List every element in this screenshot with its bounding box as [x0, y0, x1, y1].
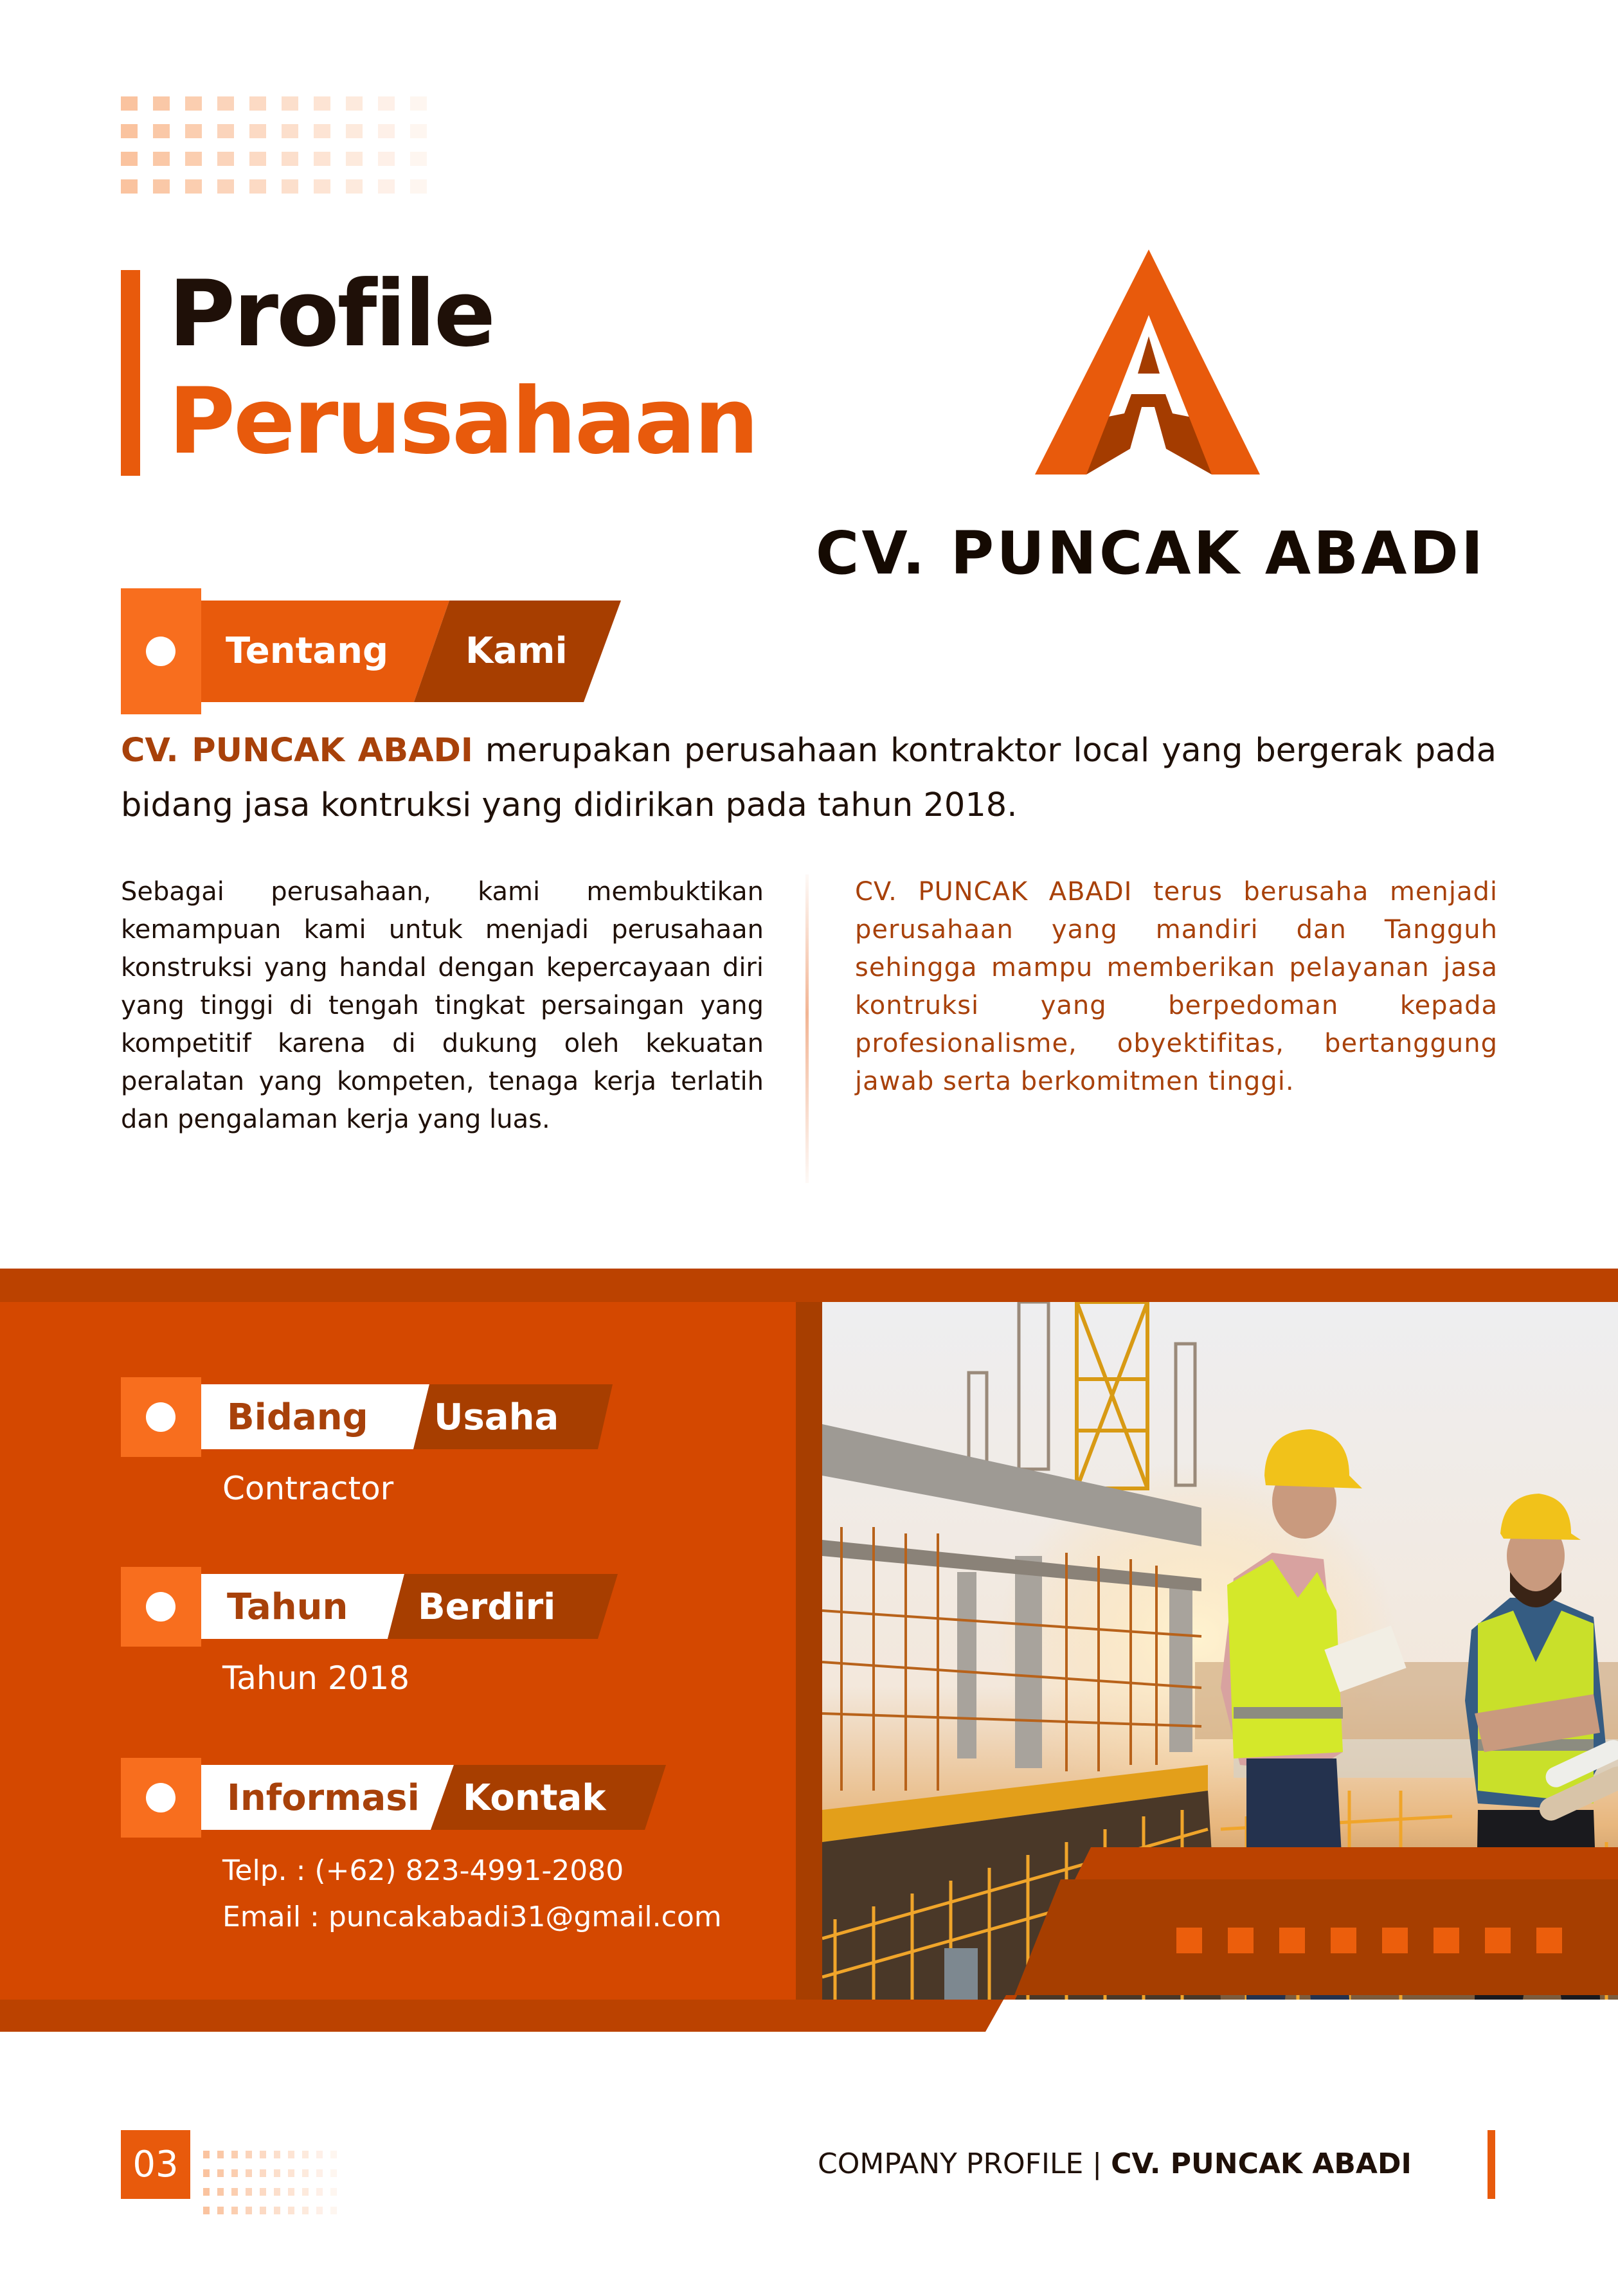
decorative-square: [1536, 1928, 1562, 1953]
decorative-square: [121, 96, 138, 111]
footer-label: [818, 2147, 1412, 2180]
decorative-square: [217, 2169, 224, 2177]
decorative-square: [121, 152, 138, 166]
badge-word1: Informasi: [227, 1777, 420, 1819]
page-title-line2: Perusahaan: [168, 368, 757, 475]
decorative-square: [410, 152, 427, 166]
badge-square: [121, 588, 201, 714]
decorative-square: [274, 2151, 280, 2158]
decorative-square: [203, 2188, 210, 2196]
column-divider: [805, 874, 809, 1183]
decorative-square: [203, 2207, 210, 2214]
decorative-square: [282, 124, 298, 138]
decorative-square: [217, 96, 234, 111]
decorative-square: [231, 2207, 238, 2214]
decorative-square: [203, 2169, 210, 2177]
decorative-square: [121, 179, 138, 194]
decorative-square: [378, 152, 395, 166]
decorative-square: [274, 2207, 280, 2214]
badge-word2: Kontak: [463, 1777, 606, 1819]
intro-text: merupakan perusahaan kontraktor local yang bergerak pada bidang jasa kontruksi yang didirikan pada tahun 2018.: [121, 732, 1497, 824]
decorative-square: [217, 152, 234, 166]
decorative-square: [231, 2151, 238, 2158]
decorative-square: [288, 2169, 294, 2177]
circle-bullet-icon: [146, 1783, 175, 1812]
decorative-square: [288, 2188, 294, 2196]
decorative-square: [316, 2188, 323, 2196]
decorative-square: [1176, 1928, 1202, 1953]
decorative-square: [185, 152, 202, 166]
decorative-square: [288, 2207, 294, 2214]
decorative-square: [185, 124, 202, 138]
decorative-square: [153, 179, 170, 194]
footer-dot-grid: [203, 2151, 337, 2214]
decorative-square: [1485, 1928, 1511, 1953]
decorative-square: [217, 2207, 224, 2214]
page-number: 03: [121, 2130, 190, 2199]
badge-word1: Bidang: [227, 1397, 368, 1438]
footer-company-name: CV. PUNCAK ABADI: [1111, 2147, 1412, 2180]
decorative-square: [1279, 1928, 1305, 1953]
decorative-square: [1228, 1928, 1254, 1953]
decorative-square: [217, 124, 234, 138]
decorative-square: [153, 124, 170, 138]
badge-square: [121, 1567, 201, 1647]
title-accent-bar: [121, 270, 140, 476]
contact-email: Email : puncakabadi31@gmail.com: [222, 1901, 722, 1933]
about-left-paragraph: Sebagai perusahaan, kami membuktikan kemampuan kami untuk menjadi perusahaan konstruksi yang handal dengan kepercayaan diri yang tinggi di tengah tingkat persaingan yang kompetitif karena di dukung oleh kekuatan peralatan yang kompeten, tenaga kerja terlatih dan pengalaman kerja yang luas.: [121, 877, 764, 1134]
decorative-square: [316, 2151, 323, 2158]
circle-bullet-icon: [146, 1592, 175, 1622]
decorative-square: [346, 124, 363, 138]
decorative-square: [346, 96, 363, 111]
decorative-square: [410, 124, 427, 138]
founded-value: Tahun 2018: [222, 1659, 410, 1697]
decorative-square: [288, 2151, 294, 2158]
decorative-square: [274, 2188, 280, 2196]
decorative-square: [302, 2151, 309, 2158]
decorative-square: [1382, 1928, 1408, 1953]
intro-company-name: CV. PUNCAK ABADI: [121, 732, 473, 770]
badge-word2: Usaha: [434, 1397, 559, 1438]
decorative-square: [330, 2188, 337, 2196]
decorative-square: [378, 96, 395, 111]
decorative-square: [282, 152, 298, 166]
decorative-square: [410, 96, 427, 111]
decorative-square: [246, 2169, 252, 2177]
footer-label-text: COMPANY PROFILE |: [818, 2147, 1111, 2180]
badge-word2: Kami: [465, 630, 568, 672]
badge-square: [121, 1758, 201, 1838]
badge-square: [121, 1377, 201, 1457]
badge-word1: Tentang: [226, 630, 389, 672]
decorative-square: [378, 179, 395, 194]
decorative-square: [274, 2169, 280, 2177]
decorative-square: [330, 2207, 337, 2214]
decorative-square: [330, 2151, 337, 2158]
decorative-dot-grid: [121, 96, 427, 194]
circle-bullet-icon: [146, 637, 175, 666]
decorative-square: [217, 179, 234, 194]
decorative-square: [282, 96, 298, 111]
decorative-square: [346, 152, 363, 166]
decorative-square: [260, 2207, 266, 2214]
decorative-square: [185, 96, 202, 111]
decorative-square: [246, 2151, 252, 2158]
decorative-square: [203, 2151, 210, 2158]
section-badge-about: [121, 588, 635, 717]
decorative-square: [1434, 1928, 1459, 1953]
decorative-square: [185, 179, 202, 194]
footer-accent-bar: [1488, 2130, 1495, 2199]
band-top-strip: [0, 1269, 1618, 1302]
decorative-square: [217, 2188, 224, 2196]
decorative-square: [346, 179, 363, 194]
decorative-square: [231, 2188, 238, 2196]
circle-bullet-icon: [146, 1402, 175, 1432]
decorative-square: [282, 179, 298, 194]
badge-word1: Tahun: [227, 1586, 348, 1628]
decorative-square: [314, 96, 330, 111]
logo-company-name: CV. PUNCAK ABADI: [815, 519, 1486, 588]
about-right-paragraph: CV. PUNCAK ABADI terus berusaha menjadi perusahaan yang mandiri dan Tangguh sehingga mampu memberikan pelayanan jasa kontruksi yang berpedoman kepada profesionalisme, obyektifitas, bertanggung jawab serta berkomitmen tinggi.: [855, 877, 1498, 1096]
intro-paragraph: [121, 723, 1497, 833]
decorative-square: [121, 124, 138, 138]
business-field-value: Contractor: [222, 1470, 394, 1507]
decorative-square-row: [1176, 1928, 1562, 1953]
decorative-square: [302, 2207, 309, 2214]
decorative-square: [330, 2169, 337, 2177]
decorative-square: [217, 2151, 224, 2158]
page-title-line1: Profile: [168, 261, 494, 367]
decorative-square: [314, 152, 330, 166]
decorative-square: [314, 179, 330, 194]
contact-phone: Telp. : (+62) 823-4991-2080: [222, 1854, 624, 1887]
decorative-square: [314, 124, 330, 138]
decorative-square: [378, 124, 395, 138]
decorative-square: [260, 2188, 266, 2196]
badge-word2: Berdiri: [418, 1586, 556, 1628]
decorative-square: [302, 2169, 309, 2177]
decorative-square: [1331, 1928, 1356, 1953]
decorative-square: [246, 2207, 252, 2214]
decorative-square: [153, 96, 170, 111]
decorative-square: [316, 2169, 323, 2177]
mountain-a-logo-icon: [1003, 248, 1292, 498]
decorative-square: [260, 2151, 266, 2158]
decorative-square: [153, 152, 170, 166]
decorative-square: [302, 2188, 309, 2196]
decorative-square: [246, 2188, 252, 2196]
decorative-square: [249, 124, 266, 138]
decorative-square: [249, 179, 266, 194]
decorative-square: [260, 2169, 266, 2177]
decorative-square: [231, 2169, 238, 2177]
decorative-square: [249, 96, 266, 111]
decorative-square: [316, 2207, 323, 2214]
decorative-square: [249, 152, 266, 166]
decorative-square: [410, 179, 427, 194]
